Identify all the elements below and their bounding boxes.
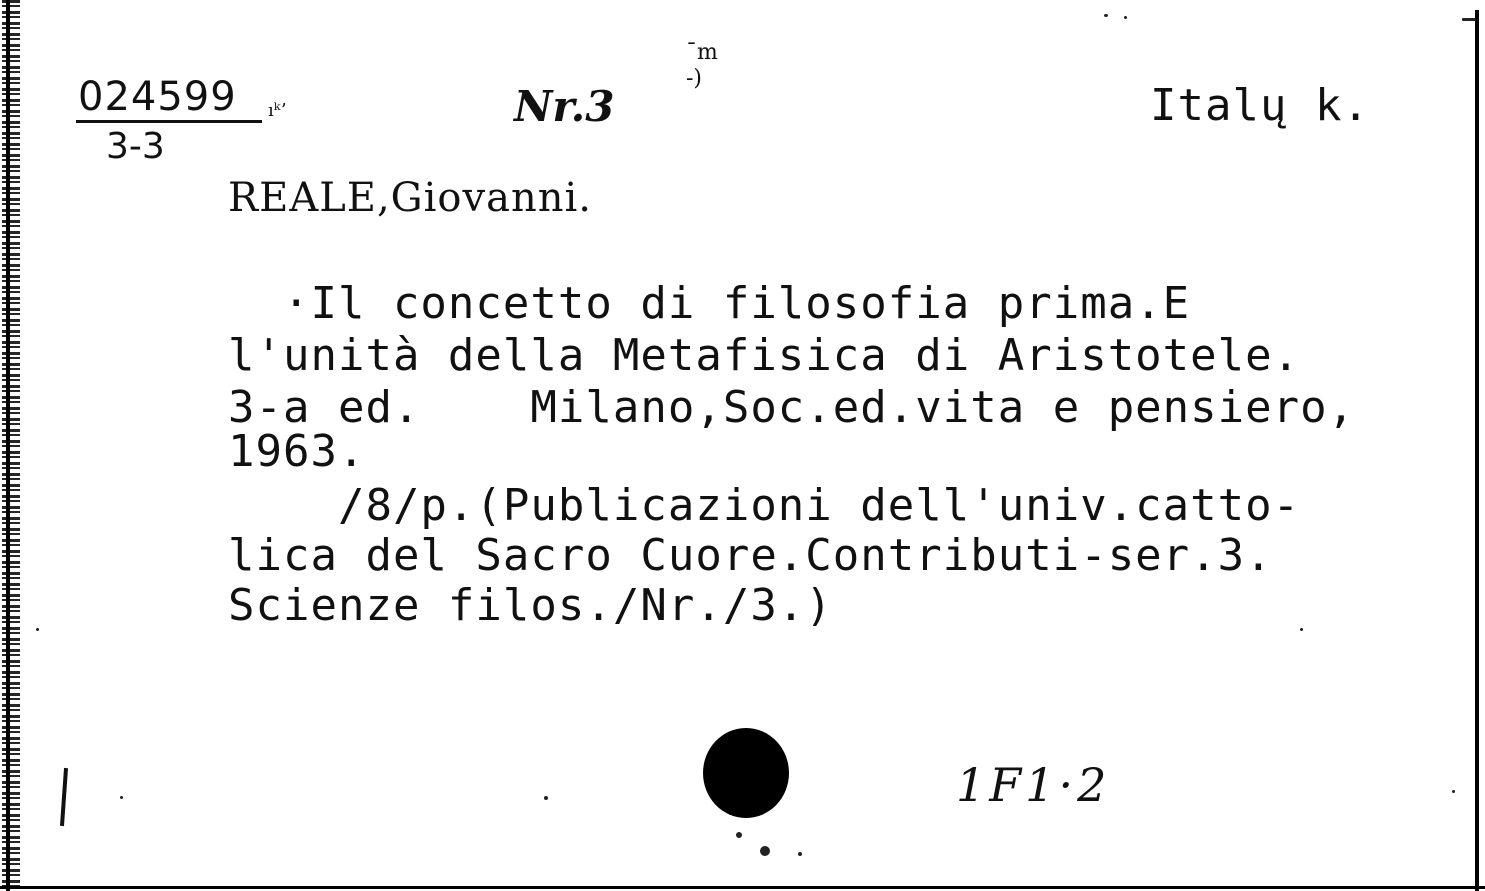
body-line-2: l'unità della Metafisica di Aristotele. bbox=[228, 330, 1301, 381]
speck bbox=[798, 852, 802, 856]
card-bottom-border bbox=[0, 886, 1485, 889]
accession-sub: 3-3 bbox=[106, 126, 165, 167]
body-line-1: ·Il concetto di filosofia prima.E bbox=[228, 278, 1191, 329]
speck bbox=[1124, 16, 1127, 19]
accession-divider bbox=[76, 120, 262, 123]
handwritten-mark: ¯m -) bbox=[686, 40, 718, 92]
speck bbox=[760, 846, 770, 856]
speck bbox=[1300, 628, 1303, 631]
body-line-5: /8/p.(Publicazioni dell'univ.catto- bbox=[228, 480, 1301, 531]
number-label: Nr.3 bbox=[514, 82, 615, 131]
card-left-edge bbox=[2, 0, 20, 891]
accession-number: 024599 bbox=[78, 74, 237, 120]
card-right-border bbox=[1475, 10, 1479, 891]
body-line-6: lica del Sacro Cuore.Contributi-ser.3. bbox=[228, 530, 1273, 581]
collection-label: Italų k. bbox=[1150, 80, 1370, 131]
speck bbox=[544, 796, 548, 800]
accession-note: ıᵏʼ bbox=[268, 100, 287, 121]
author-heading: REALE,Giovanni. bbox=[228, 175, 592, 221]
speck bbox=[1462, 18, 1476, 21]
pencil-stroke bbox=[60, 768, 68, 826]
speck bbox=[736, 832, 742, 838]
body-line-7: Scienze filos./Nr./3.) bbox=[228, 580, 833, 631]
speck bbox=[1452, 790, 1455, 793]
speck bbox=[120, 796, 123, 799]
speck bbox=[36, 628, 39, 631]
card-left-border bbox=[6, 0, 10, 891]
speck bbox=[1104, 14, 1108, 17]
shelf-mark: 1F1·2 bbox=[956, 758, 1111, 812]
punch-hole bbox=[703, 728, 789, 818]
body-line-4: 1963. bbox=[228, 426, 366, 477]
body-line-3: 3-a ed. Milano,Soc.ed.vita e pensiero, bbox=[228, 382, 1356, 433]
